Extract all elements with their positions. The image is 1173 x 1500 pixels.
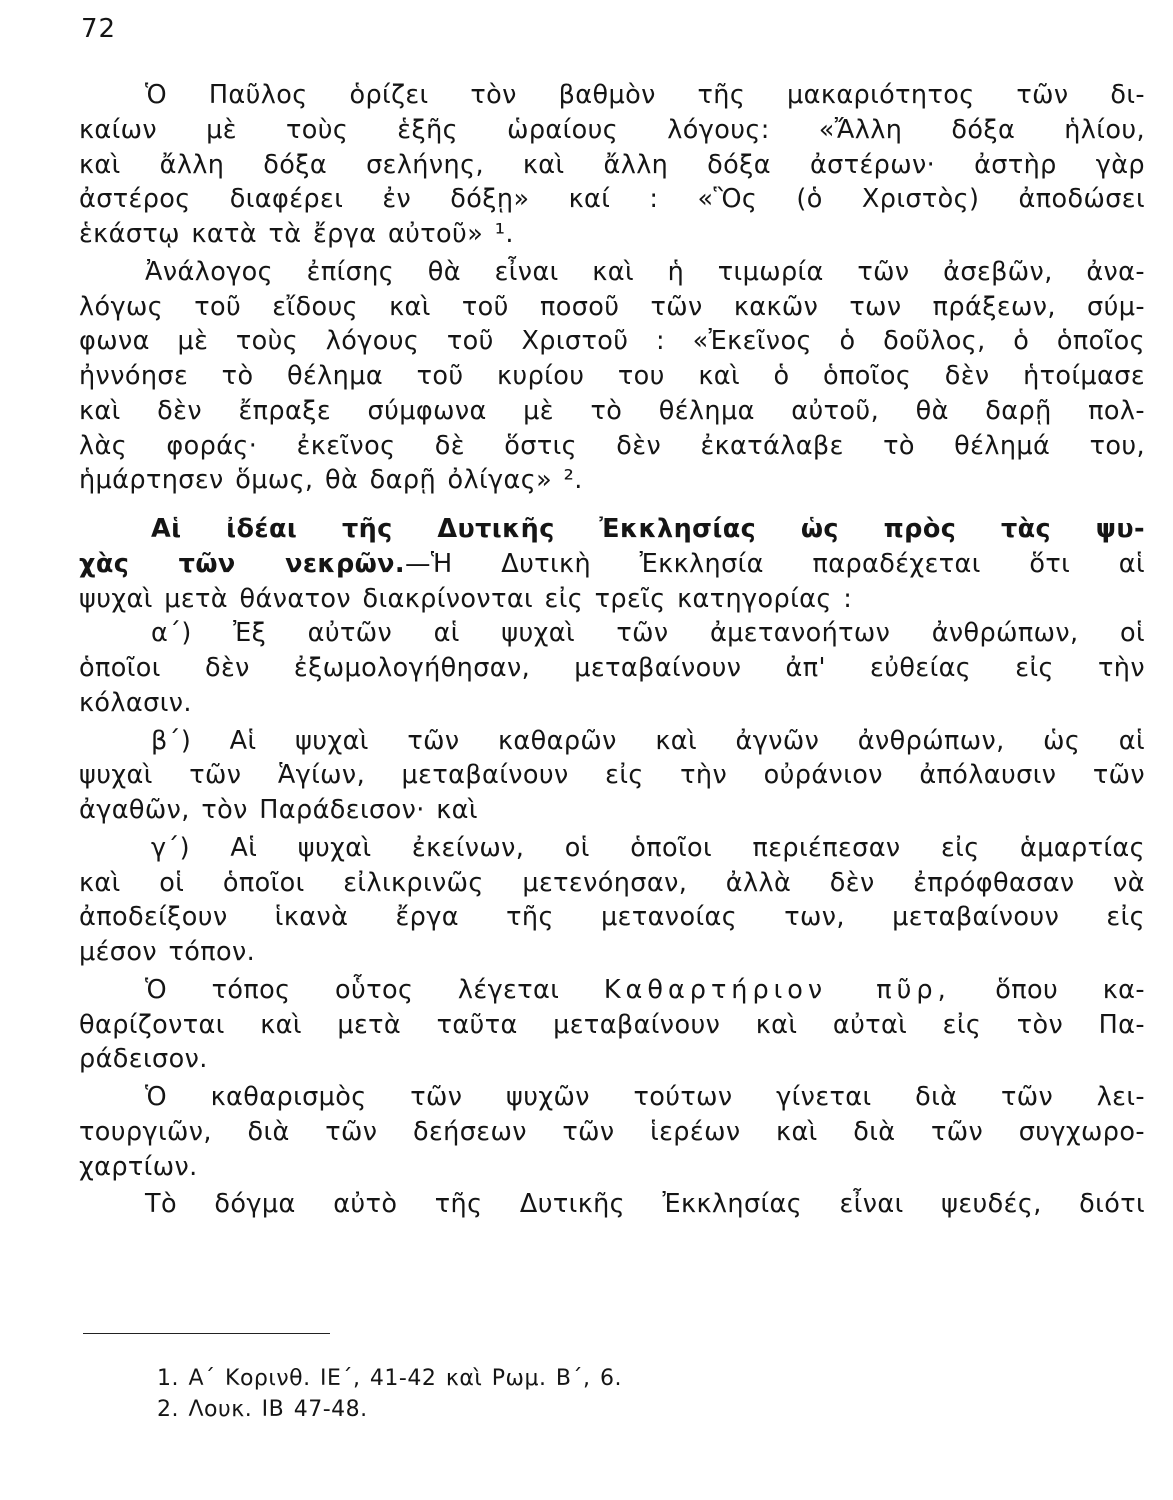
section-heading-end: χὰς τῶν νεκρῶν. xyxy=(79,548,406,579)
text-line: ἡμάρτησεν ὅμως, θὰ δαρῇ ὀλίγας» ². xyxy=(79,465,583,496)
text-line: καὶ οἱ ὁποῖοι εἰλικρινῶς μετενόησαν, ἀλλὰ δὲν ἐπρόφθασαν νὰ xyxy=(79,867,1145,898)
text-line: λόγως τοῦ εἴδους καὶ τοῦ ποσοῦ τῶν κακῶν των πράξεων, σύμ- xyxy=(79,291,1145,322)
text-line: Ὁ καθαρισμὸς τῶν ψυχῶν τούτων γίνεται διὰ τῶν λει- xyxy=(145,1082,1145,1112)
text-line: ράδεισον. xyxy=(79,1044,208,1075)
text-line: ὁποῖοι δὲν ἐξωμολογήθησαν, μεταβαίνουν ἀπ' εὐθείας εἰς τὴν xyxy=(79,653,1145,683)
text-line: ἠννόησε τὸ θέλημα τοῦ κυρίου του καὶ ὁ ὁποῖος δὲν ἡτοίμασε xyxy=(79,361,1145,391)
list-item-c: γ΄) Αἱ ψυχαὶ ἐκείνων, οἱ ὁποῖοι περιέπεσαν εἰς ἁμαρτίας xyxy=(151,832,1145,863)
text-line xyxy=(79,973,1145,1008)
text-line: ἀγαθῶν, τὸν Παράδεισον· καὶ xyxy=(79,795,478,825)
footnote-2: 2. Λουκ. ΙΒ 47-48. xyxy=(157,1397,368,1422)
text-line: καὶ ἄλλη δόξα σελήνης, καὶ ἄλλη δόξα ἀστέρων· ἀστὴρ γὰρ xyxy=(79,149,1145,180)
text-line: μέσον τόπον. xyxy=(79,937,256,967)
spaced-term: Καθαρτήριον πῦρ, xyxy=(603,974,951,1005)
text-span: ὅπου κα- xyxy=(995,974,1145,1005)
text-line: χαρτίων. xyxy=(79,1151,198,1182)
footnotes xyxy=(157,1364,622,1426)
text-line: ψυχαὶ τῶν Ἁγίων, μεταβαίνουν εἰς τὴν οὐράνιον ἀπόλαυσιν τῶν xyxy=(79,760,1145,791)
list-item-b: β΄) Αἱ ψυχαὶ τῶν καθαρῶν καὶ ἀγνῶν ἀνθρώπων, ὡς αἱ xyxy=(151,725,1145,756)
text-line: καίων μὲ τοὺς ἑξῆς ὡραίους λόγους: «Ἄλλη δόξα ἡλίου, xyxy=(79,114,1145,145)
footnote-rule xyxy=(83,1333,330,1334)
text-line: κόλασιν. xyxy=(79,687,192,718)
list-item-a: α΄) Ἐξ αὐτῶν αἱ ψυχαὶ τῶν ἀμετανοήτων ἀνθρώπων, οἱ xyxy=(151,618,1145,649)
text-line: Τὸ δόγμα αὐτὸ τῆς Δυτικῆς Ἐκκλησίας εἶναι ψευδές, διότι xyxy=(145,1189,1145,1220)
text-line: ἀποδείξουν ἱκανὰ ἔργα τῆς μετανοίας των, μεταβαίνουν εἰς xyxy=(79,902,1145,933)
text-line: Ἀνάλογος ἐπίσης θὰ εἶναι καὶ ἡ τιμωρία τῶν ἀσεβῶν, ἀνα- xyxy=(145,256,1145,287)
footnote-1: 1. Α΄ Κορινθ. ΙΕ΄, 41-42 καὶ Ρωμ. Β΄, 6. xyxy=(157,1366,622,1391)
text-line: ἀστέρος διαφέρει ἐν δόξῃ» καί : «Ὃς (ὁ Χριστὸς) ἀποδώσει xyxy=(79,184,1145,215)
text-line: τουργιῶν, διὰ τῶν δεήσεων τῶν ἱερέων καὶ διὰ τῶν συγχωρο- xyxy=(79,1116,1145,1147)
text-line xyxy=(79,547,1145,582)
text-line: καὶ δὲν ἔπραξε σύμφωνα μὲ τὸ θέλημα αὐτοῦ, θὰ δαρῇ πολ- xyxy=(79,395,1145,426)
section-heading: Αἱ ἰδέαι τῆς Δυτικῆς Ἐκκλησίας ὡς πρὸς τὰς ψυ- xyxy=(151,514,1145,544)
text-line: ἑκάστῳ κατὰ τὰ ἔργα αὐτοῦ» ¹. xyxy=(79,219,514,249)
text-span: Ὁ τόπος οὗτος λέγεται xyxy=(145,974,560,1005)
page-number: 72 xyxy=(81,14,117,44)
text-line: ψυχαὶ μετὰ θάνατον διακρίνονται εἰς τρεῖς κατηγορίας : xyxy=(79,583,853,614)
text-line: Ὁ Παῦλος ὁρίζει τὸν βαθμὸν τῆς μακαριότητος τῶν δι- xyxy=(145,80,1145,110)
text-line: θαρίζονται καὶ μετὰ ταῦτα μεταβαίνουν καὶ αὐταὶ εἰς τὸν Πα- xyxy=(79,1009,1145,1040)
body-text xyxy=(79,78,1145,1222)
text-line: φωνα μὲ τοὺς λόγους τοῦ Χριστοῦ : «Ἐκεῖνος ὁ δοῦλος, ὁ ὁποῖος xyxy=(79,326,1145,357)
text-span: —Ἡ Δυτικὴ Ἐκκλησία παραδέχεται ὅτι αἱ xyxy=(405,548,1145,579)
text-line: λὰς φοράς· ἐκεῖνος δὲ ὅστις δὲν ἐκατάλαβε τὸ θέλημά του, xyxy=(79,430,1145,461)
